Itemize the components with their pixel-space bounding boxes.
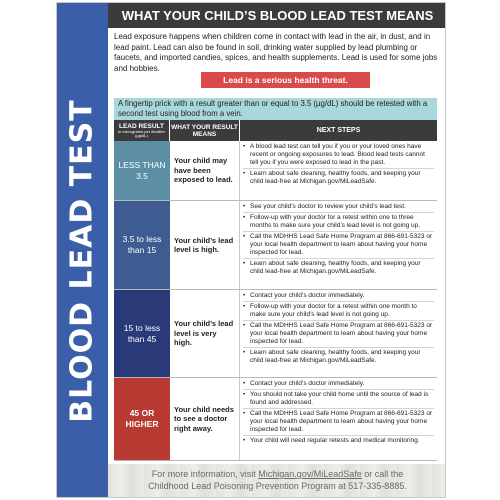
step-item: • Learn about safe cleaning, healthy foods, and keeping your child lead-free at Michigan.gov/MiLeadSafe. <box>243 349 421 364</box>
lead-level: 15 to less than 45 <box>114 290 170 377</box>
bullet-icon: • <box>243 322 246 329</box>
step-item: • A blood lead test can tell you if you or your loved ones have recent or ongoing exposures to lead. Blood lead tests cannot tell you if you were exposed to lead in the past. <box>243 143 434 169</box>
bullet-icon: • <box>243 391 246 398</box>
step-item: • Learn about safe cleaning, healthy foods, and keeping your child lead-free at Michigan.gov/MiLeadSafe. <box>243 170 421 185</box>
table-row <box>114 141 437 201</box>
result-meaning: Your child may have been exposed to lead. <box>170 141 240 200</box>
bullet-icon: • <box>243 260 246 267</box>
step-item: • Learn about safe cleaning, healthy foods, and keeping your child lead-free at Michigan.gov/MiLeadSafe. <box>243 260 421 275</box>
page-title: WHAT YOUR CHILD’S BLOOD LEAD TEST MEANS <box>108 3 446 28</box>
step-item: • You should not take your child home until the source of lead is found and addressed. <box>243 391 434 409</box>
step-item: • Follow-up with your doctor for a retest within one to three months to make sure your child’s lead level is not going up. <box>243 214 434 232</box>
retest-note: A fingertip prick with a result greater than or equal to 3.5 (µg/dL) should be retested with a second test using blood from a vein. <box>114 98 437 120</box>
bullet-icon: • <box>243 170 246 177</box>
footer <box>108 464 446 498</box>
result-meaning: Your child needs to see a doctor right away. <box>170 378 240 460</box>
header-result-means: WHAT YOUR RESULT MEANS <box>170 120 240 141</box>
next-steps <box>240 290 437 377</box>
footer-line-1 <box>108 468 446 480</box>
header-lead-result-label: LEAD RESULT <box>118 122 165 130</box>
result-meaning: Your child’s lead level is very high. <box>170 290 240 377</box>
footer-line-2: Childhood Lead Poisoning Prevention Program at 517-335-8885. <box>148 481 407 491</box>
bullet-icon: • <box>243 380 246 387</box>
side-band <box>57 3 108 498</box>
bullet-icon: • <box>243 303 246 310</box>
footer-suffix: or call the <box>361 469 404 479</box>
step-item: • Contact your child’s doctor immediately. <box>243 292 434 302</box>
bullet-icon: • <box>243 437 246 444</box>
lead-level: LESS THAN 3.5 <box>114 141 170 200</box>
step-item: • Follow-up with your doctor for a retest within one month to make sure your child’s lead level is not going up. <box>243 303 434 321</box>
table-row <box>114 378 437 461</box>
lead-level: 3.5 to less than 15 <box>114 201 170 289</box>
next-steps <box>240 141 437 200</box>
step-item: • Call the MDHHS Lead Safe Home Program at 866-691-5323 or your local health department to learn about having your home inspected for lead. <box>243 410 434 436</box>
header-next-steps: NEXT STEPS <box>316 127 361 134</box>
side-title: BLOOD LEAD TEST <box>64 99 100 423</box>
lead-level: 45 OR HIGHER <box>114 378 170 460</box>
bullet-icon: • <box>243 410 246 417</box>
footer-prefix: For more information, visit <box>151 469 259 479</box>
header-lead-result <box>114 120 170 141</box>
table-header <box>114 120 437 141</box>
table-row <box>114 290 437 378</box>
step-item: • Call the MDHHS Lead Safe Home Program at 866-691-5323 or your local health department to learn about having your home inspected for lead. <box>243 233 434 259</box>
header-lead-result-unit: in micrograms per deciliter (µg/dL) <box>118 128 165 138</box>
footer-link[interactable]: Michigan.gov/MiLeadSafe <box>258 469 362 479</box>
next-steps <box>240 201 437 289</box>
bullet-icon: • <box>243 214 246 221</box>
table-row <box>114 201 437 290</box>
step-item: • Your child will need regular retests and medical monitoring. <box>243 437 420 444</box>
bullet-icon: • <box>243 349 246 356</box>
step-item: • See your child’s doctor to review your child’s lead test. <box>243 203 434 213</box>
bullet-icon: • <box>243 203 246 210</box>
results-table <box>114 120 437 461</box>
intro-paragraph: Lead exposure happens when children come in contact with lead in the air, in dust, and in lead paint. Lead can also be found in soil, drinking water supplied by lead plumbing or faucets, and imported candies, spices, and health supplements. Lead is used for some jobs and hobbies. <box>114 32 438 73</box>
result-meaning: Your child’s lead level is high. <box>170 201 240 289</box>
step-item: • Call the MDHHS Lead Safe Home Program at 866-691-5323 or your local health department to learn about having your home inspected for lead. <box>243 322 434 348</box>
bullet-icon: • <box>243 292 246 299</box>
bullet-icon: • <box>243 143 246 150</box>
bullet-icon: • <box>243 233 246 240</box>
step-item: • Contact your child’s doctor immediately. <box>243 380 434 390</box>
next-steps <box>240 378 437 460</box>
flyer-page <box>56 2 446 498</box>
serious-threat-banner: Lead is a serious health threat. <box>201 72 370 88</box>
